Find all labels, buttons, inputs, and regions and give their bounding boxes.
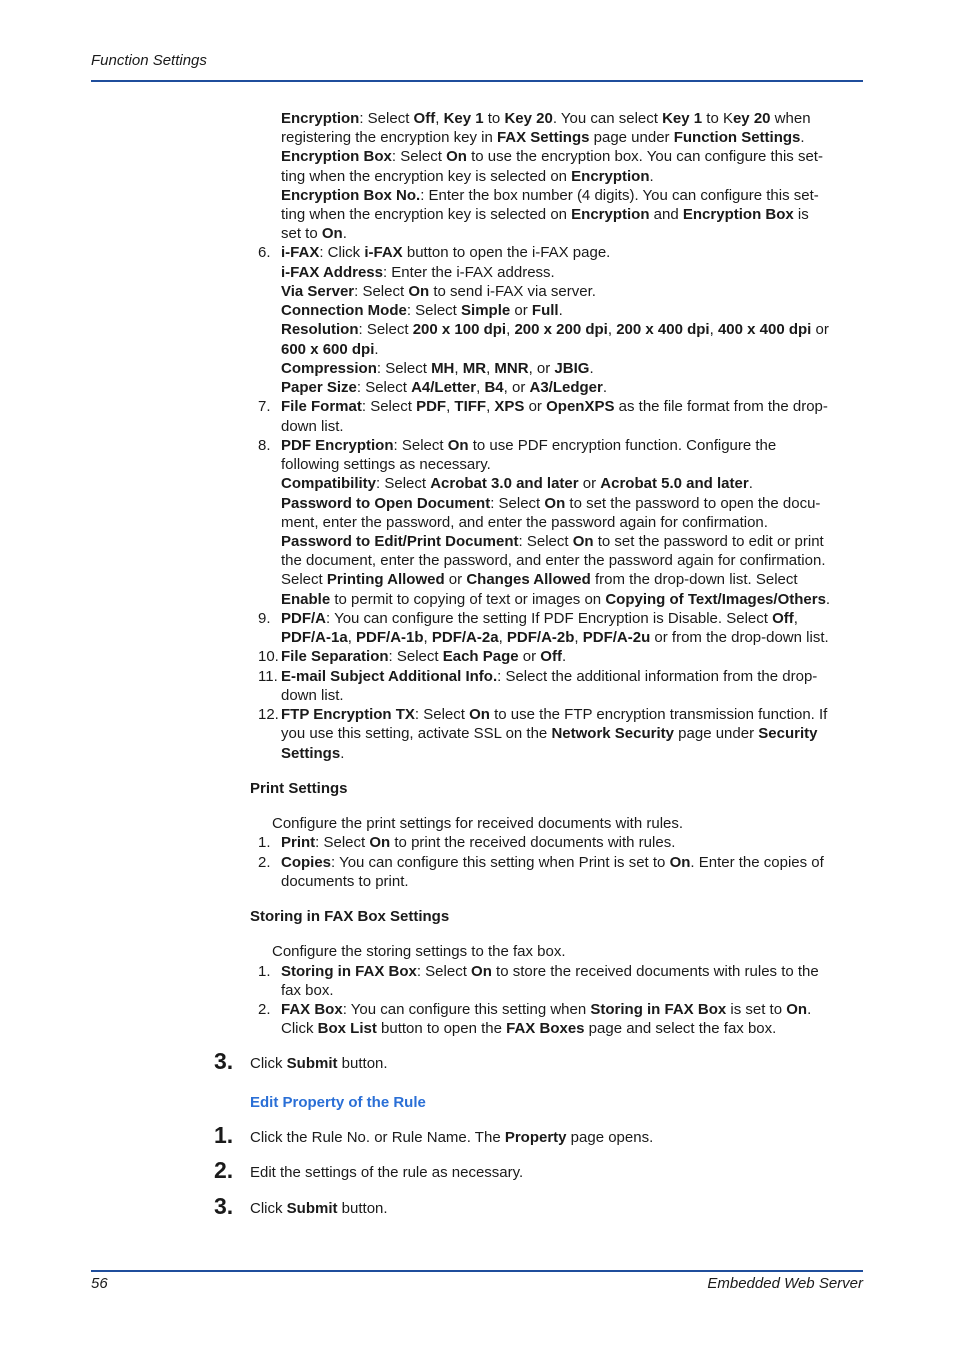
text-run: ,: [486, 360, 495, 377]
text-run: Configure the print settings for received documents with rules.: [272, 815, 684, 832]
paper-size-line: [281, 378, 607, 397]
print-number-2: 2.: [258, 854, 271, 871]
text-run: .: [602, 379, 608, 396]
bold-term: Storing in FAX Box: [590, 1001, 727, 1018]
list-number-9: 9.: [258, 610, 271, 627]
storing-number-1: 1.: [258, 963, 271, 980]
encryption-line-1: [281, 109, 811, 128]
text-run: as the file format from the drop-: [614, 398, 828, 415]
ftp-encryption-line-1: [281, 705, 827, 724]
text-run: is: [793, 206, 809, 223]
edit-step-number-1: 1.: [214, 1122, 234, 1148]
bold-term: Acrobat 3.0 and later: [430, 475, 579, 492]
text-run: , or: [503, 379, 530, 396]
text-run: .: [807, 1001, 812, 1018]
bold-term: Storing in FAX Box: [281, 963, 417, 980]
text-run: down list.: [281, 687, 344, 704]
bold-term: E-mail Subject Additional Info.: [281, 668, 498, 685]
bold-term: ey 20: [732, 110, 771, 127]
bold-term: Key 1: [443, 110, 484, 127]
text-run: or: [518, 648, 541, 665]
text-run: : Select: [391, 148, 447, 165]
text-run: : Select: [358, 321, 413, 338]
text-run: documents to print.: [281, 873, 409, 890]
edit-property-heading: Edit Property of the Rule: [250, 1094, 426, 1111]
bold-term: MH: [431, 360, 455, 377]
compatibility-line: [281, 474, 753, 493]
text-run: to permit to copying of text or images on: [330, 591, 606, 608]
bold-term: Key 20: [504, 110, 553, 127]
bold-term: On: [408, 283, 430, 300]
email-subject-line-2: [281, 686, 344, 705]
bold-term: Password to Open Document: [281, 495, 491, 512]
bold-term: Key 1: [662, 110, 703, 127]
via-server-line: [281, 282, 596, 301]
text-run: to use the FTP encryption transmission function. If: [489, 706, 828, 723]
text-run: : Enter the i-FAX address.: [382, 264, 555, 281]
bold-term: A4/Letter: [411, 379, 477, 396]
bold-term: On: [471, 963, 492, 980]
text-run: following settings as necessary.: [281, 456, 491, 473]
encryption-box-line-1: [281, 147, 823, 166]
pdfa-line-1: [281, 609, 798, 628]
bold-term: MNR: [494, 360, 529, 377]
resolution-line-1: [281, 320, 829, 339]
bold-term: PDF: [416, 398, 447, 415]
text-run: : Select: [354, 283, 409, 300]
text-run: : Select: [393, 437, 448, 454]
bold-term: Resolution: [281, 321, 359, 338]
text-run: : Select: [388, 648, 443, 665]
text-run: Select: [281, 571, 327, 588]
bold-term: PDF/A: [281, 610, 326, 627]
text-run: ,: [435, 110, 444, 127]
text-run: : You can configure the setting If PDF Encryption is Disable. Select: [326, 610, 773, 627]
bold-term: 600 x 600 dpi: [281, 341, 375, 358]
connection-mode-line: [281, 301, 563, 320]
bold-term: JBIG: [554, 360, 590, 377]
text-run: , or: [528, 360, 555, 377]
bold-term: Each Page: [442, 648, 519, 665]
text-run: you use this setting, activate SSL on the: [281, 725, 552, 742]
text-run: to set the password to edit or print: [593, 533, 824, 550]
bold-term: Copying of Text/Images/Others: [605, 591, 826, 608]
bold-term: MR: [462, 360, 487, 377]
text-run: Click: [281, 1020, 318, 1037]
text-run: to use the encryption box. You can configure this set-: [466, 148, 823, 165]
bold-term: 400 x 400 dpi: [717, 321, 812, 338]
bold-term: PDF/A-1b: [356, 629, 424, 646]
bold-term: i-FAX Address: [281, 264, 383, 281]
text-run: or: [510, 302, 532, 319]
text-run: to: [483, 110, 505, 127]
list-number-12: 12.: [258, 706, 279, 723]
text-run: button to open the i-FAX page.: [402, 244, 611, 261]
running-header: Function Settings: [91, 52, 207, 69]
bold-term: Settings: [281, 745, 341, 762]
text-run: and: [649, 206, 683, 223]
bold-term: Function Settings: [673, 129, 801, 146]
text-run: .: [342, 225, 347, 242]
bold-term: PDF/A-1a: [281, 629, 348, 646]
bold-term: FTP Encryption TX: [281, 706, 415, 723]
text-run: when: [770, 110, 811, 127]
text-run: : Select: [376, 360, 432, 377]
bold-term: Via Server: [281, 283, 355, 300]
text-run: .: [340, 745, 345, 762]
bold-term: Copies: [281, 854, 332, 871]
bold-term: B4: [484, 379, 504, 396]
text-run: ,: [446, 398, 455, 415]
bold-term: Compatibility: [281, 475, 377, 492]
text-run: : Click: [319, 244, 365, 261]
bold-term: Property: [504, 1129, 567, 1146]
bold-term: File Separation: [281, 648, 389, 665]
bold-term: Network Security: [551, 725, 674, 742]
text-run: : Select: [361, 398, 417, 415]
ftp-encryption-line-2: [281, 724, 817, 743]
bold-term: Encryption: [571, 168, 650, 185]
bold-term: Compression: [281, 360, 377, 377]
text-run: to set the password to open the docu-: [565, 495, 821, 512]
storing-item-1-line-2: [281, 981, 334, 1000]
password-edit-line-4: [281, 590, 830, 609]
text-run: .: [748, 475, 753, 492]
bold-term: Connection Mode: [281, 302, 407, 319]
storing-settings-intro: [272, 942, 566, 961]
page-number: 56: [91, 1275, 108, 1292]
text-run: ,: [793, 610, 798, 627]
text-run: or: [578, 475, 601, 492]
bold-term: Off: [413, 110, 436, 127]
file-format-line-1: [281, 397, 828, 416]
pdfa-line-2: [281, 628, 829, 647]
bold-term: On: [786, 1001, 808, 1018]
text-run: to store the received documents with rules to the: [491, 963, 819, 980]
bold-term: XPS: [494, 398, 525, 415]
list-number-7: 7.: [258, 398, 271, 415]
password-edit-line-3: [281, 570, 798, 589]
text-run: : Select: [518, 533, 573, 550]
text-run: page opens.: [566, 1129, 654, 1146]
text-run: or: [524, 398, 547, 415]
password-open-line-1: [281, 494, 820, 513]
text-run: : Select: [490, 495, 545, 512]
step-3-text: [250, 1054, 388, 1073]
text-run: button.: [337, 1055, 388, 1072]
bold-term: Full: [531, 302, 559, 319]
text-run: .: [374, 341, 379, 358]
text-run: Configure the storing settings to the fax box.: [272, 943, 566, 960]
text-run: down list.: [281, 418, 344, 435]
text-run: ,: [498, 629, 507, 646]
pdf-encryption-line-1: [281, 436, 776, 455]
text-run: to print the received documents with rules.: [390, 834, 676, 851]
text-run: Click the Rule No. or Rule Name. The: [250, 1129, 505, 1146]
bold-term: OpenXPS: [546, 398, 615, 415]
bold-term: On: [469, 706, 490, 723]
text-run: the document, enter the password, and enter the password again for confirmation.: [281, 552, 826, 569]
text-run: ,: [607, 321, 617, 338]
bold-term: On: [321, 225, 343, 242]
bold-term: Printing Allowed: [326, 571, 445, 588]
print-settings-heading: Print Settings: [250, 780, 348, 797]
text-run: ment, enter the password, and enter the password again for confirmation.: [281, 514, 768, 531]
storing-number-2: 2.: [258, 1001, 271, 1018]
list-number-8: 8.: [258, 437, 271, 454]
text-run: Click: [250, 1055, 287, 1072]
bold-term: PDF/A-2b: [506, 629, 575, 646]
password-edit-line-1: [281, 532, 824, 551]
bold-term: Encryption: [281, 110, 360, 127]
text-run: . You can select: [552, 110, 663, 127]
footer-title: Embedded Web Server: [707, 1275, 863, 1292]
text-run: ,: [476, 379, 485, 396]
bold-term: FAX Box: [281, 1001, 343, 1018]
bold-term: On: [544, 495, 566, 512]
file-separation-line: [281, 647, 566, 666]
bold-term: PDF Encryption: [281, 437, 394, 454]
ifax-address-line: [281, 263, 555, 282]
text-run: registering the encryption key in: [281, 129, 497, 146]
text-run: fax box.: [281, 982, 334, 999]
text-run: or: [811, 321, 829, 338]
text-run: .: [558, 302, 563, 319]
edit-step-1-text: [250, 1128, 653, 1147]
text-run: page under: [589, 129, 674, 146]
text-run: button to open the: [376, 1020, 507, 1037]
bold-term: Password to Edit/Print Document: [281, 533, 519, 550]
text-run: : Select the additional information from the drop-: [497, 668, 818, 685]
bold-term: On: [669, 854, 691, 871]
text-run: to use PDF encryption function. Configure the: [468, 437, 777, 454]
ifax-line: [281, 243, 610, 262]
print-item-2-line-2: [281, 872, 409, 891]
email-subject-line-1: [281, 667, 817, 686]
ftp-encryption-line-3: [281, 744, 344, 763]
text-run: : Enter the box number (4 digits). You can configure this set-: [420, 187, 819, 204]
bold-term: Submit: [286, 1200, 338, 1217]
encryption-box-no-line-2: [281, 205, 809, 224]
edit-step-number-2: 2.: [214, 1157, 234, 1183]
bold-term: Encryption: [571, 206, 650, 223]
bold-term: Box List: [317, 1020, 377, 1037]
bold-term: Encryption Box No.: [281, 187, 421, 204]
text-run: ,: [423, 629, 432, 646]
print-item-1: [281, 833, 675, 852]
text-run: Click: [250, 1200, 287, 1217]
text-run: : Select: [356, 379, 412, 396]
compression-line: [281, 359, 594, 378]
bold-term: TIFF: [454, 398, 487, 415]
bold-term: 200 x 100 dpi: [412, 321, 507, 338]
text-run: : Select: [315, 834, 370, 851]
bold-term: Encryption Box: [682, 206, 794, 223]
password-edit-line-2: [281, 551, 825, 570]
text-run: set to: [281, 225, 322, 242]
encryption-box-no-line-1: [281, 186, 819, 205]
print-item-2-line-1: [281, 853, 824, 872]
storing-item-2-line-1: [281, 1000, 811, 1019]
text-run: Edit the settings of the rule as necessary.: [250, 1164, 524, 1181]
text-run: or: [444, 571, 467, 588]
list-number-6: 6.: [258, 244, 271, 261]
bold-term: PDF/A-2u: [582, 629, 651, 646]
bold-term: Encryption Box: [281, 148, 392, 165]
bold-term: 200 x 200 dpi: [514, 321, 608, 338]
bold-term: FAX Boxes: [506, 1020, 585, 1037]
text-run: ting when the encryption key is selected on: [281, 168, 572, 185]
text-run: or from the drop-down list.: [650, 629, 829, 646]
text-run: ting when the encryption key is selected on: [281, 206, 572, 223]
text-run: : Select: [406, 302, 462, 319]
encryption-line-2: [281, 128, 805, 147]
bold-term: Enable: [281, 591, 331, 608]
list-number-11: 11.: [258, 668, 278, 685]
bold-term: A3/Ledger: [529, 379, 603, 396]
encryption-box-line-2: [281, 167, 654, 186]
text-run: ,: [574, 629, 583, 646]
print-settings-intro: [272, 814, 683, 833]
text-run: .: [800, 129, 805, 146]
bold-term: Acrobat 5.0 and later: [600, 475, 749, 492]
text-run: : You can configure this setting when Print is set to: [331, 854, 670, 871]
text-run: .: [825, 591, 831, 608]
edit-step-3-text: [250, 1199, 388, 1218]
bold-term: File Format: [281, 398, 362, 415]
list-number-10: 10.: [258, 648, 279, 665]
bold-term: Security: [758, 725, 818, 742]
bold-term: On: [447, 437, 469, 454]
bold-term: Print: [281, 834, 316, 851]
storing-settings-heading: Storing in FAX Box Settings: [250, 908, 450, 925]
text-run: ,: [709, 321, 718, 338]
storing-item-1-line-1: [281, 962, 819, 981]
bold-term: On: [369, 834, 391, 851]
encryption-box-no-line-3: [281, 224, 347, 243]
bold-term: 200 x 400 dpi: [616, 321, 710, 338]
bold-term: Paper Size: [281, 379, 357, 396]
bold-term: FAX Settings: [496, 129, 590, 146]
text-run: .: [561, 648, 567, 665]
step-number-3: 3.: [214, 1048, 234, 1074]
text-run: page and select the fax box.: [584, 1020, 777, 1037]
header-rule: [91, 80, 863, 82]
edit-step-number-3: 3.: [214, 1193, 234, 1219]
text-run: from the drop-down list. Select: [590, 571, 798, 588]
bold-term: Off: [772, 610, 794, 627]
file-format-line-2: [281, 417, 344, 436]
text-run: page under: [674, 725, 759, 742]
edit-step-2-text: [250, 1163, 523, 1182]
bold-term: On: [572, 533, 594, 550]
bold-term: Changes Allowed: [466, 571, 591, 588]
text-run: is set to: [726, 1001, 787, 1018]
print-number-1: 1.: [258, 834, 271, 851]
pdf-encryption-line-2: [281, 455, 491, 474]
text-run: to send i-FAX via server.: [429, 283, 596, 300]
text-run: button.: [337, 1200, 388, 1217]
text-run: to K: [702, 110, 733, 127]
resolution-line-2: [281, 340, 379, 359]
text-run: : Select: [359, 110, 414, 127]
text-run: : You can configure this setting when: [342, 1001, 591, 1018]
footer-rule: [91, 1270, 863, 1272]
text-run: : Select: [416, 963, 472, 980]
bold-term: i-FAX: [364, 244, 403, 261]
bold-term: i-FAX: [281, 244, 320, 261]
text-run: : Select: [376, 475, 431, 492]
bold-term: Submit: [286, 1055, 338, 1072]
storing-item-2-line-2: [281, 1019, 776, 1038]
text-run: ,: [486, 398, 495, 415]
text-run: : Select: [414, 706, 470, 723]
bold-term: On: [446, 148, 467, 165]
text-run: .: [649, 168, 654, 185]
bold-term: Off: [540, 648, 562, 665]
bold-term: PDF/A-2a: [431, 629, 499, 646]
text-run: ,: [506, 321, 515, 338]
text-run: ,: [347, 629, 357, 646]
text-run: . Enter the copies of: [690, 854, 824, 871]
bold-term: Simple: [461, 302, 511, 319]
password-open-line-2: [281, 513, 768, 532]
text-run: ,: [454, 360, 463, 377]
text-run: .: [589, 360, 594, 377]
